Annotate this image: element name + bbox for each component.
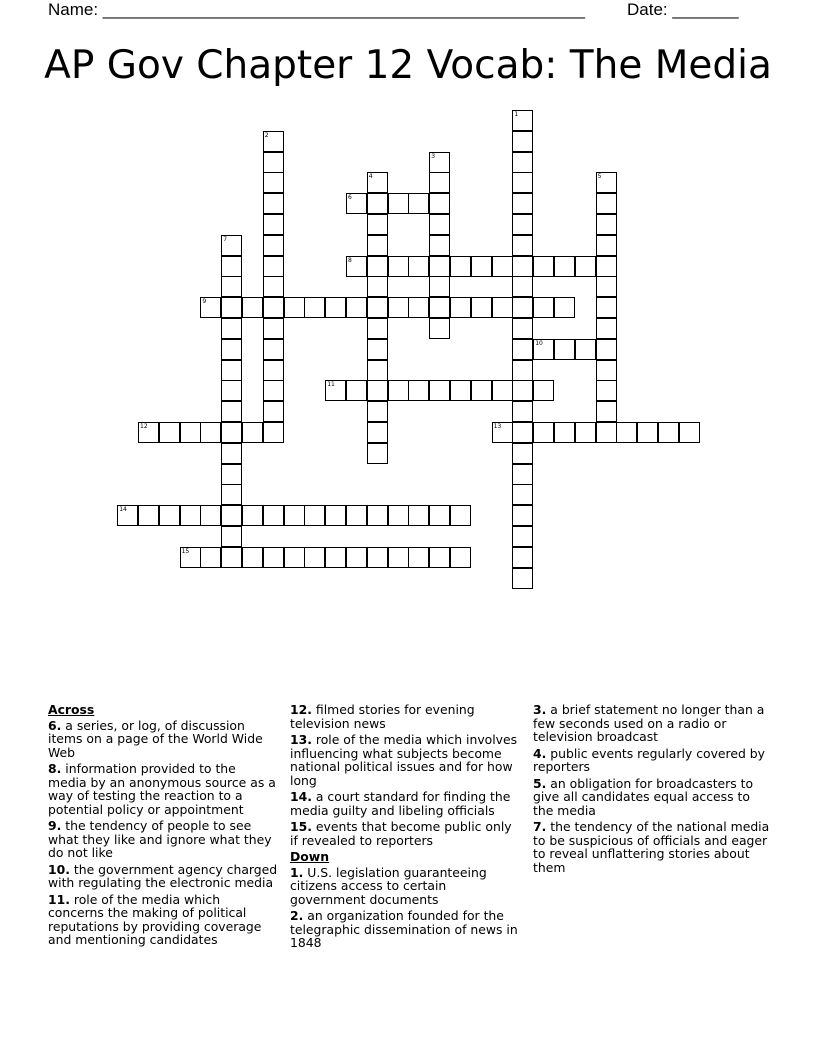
grid-cell[interactable] [388, 547, 409, 568]
clue-text: public events regularly covered by reporters [533, 745, 765, 774]
grid-cell[interactable] [221, 276, 242, 297]
clue-number: 1 [514, 111, 519, 118]
clue [290, 733, 522, 787]
grid-cell[interactable] [367, 235, 388, 256]
grid-cell[interactable] [533, 256, 554, 277]
grid-cell[interactable] [221, 318, 242, 339]
grid-cell[interactable] [221, 464, 242, 485]
grid-cell[interactable] [512, 214, 533, 235]
grid-cell[interactable] [450, 547, 471, 568]
clue-text: a court standard for finding the media guilty and libeling officials [290, 789, 511, 818]
grid-cell[interactable] [263, 547, 284, 568]
grid-cell[interactable] [450, 297, 471, 318]
clue [290, 703, 522, 730]
clue-number-label: 14. [290, 789, 312, 804]
grid-cell[interactable] [596, 193, 617, 214]
grid-cell[interactable] [512, 484, 533, 505]
grid-cell[interactable] [429, 505, 450, 526]
clue-number: 13 [493, 423, 502, 430]
grid-cell[interactable] [367, 172, 388, 193]
grid-cell[interactable] [658, 422, 679, 443]
grid-cell[interactable] [596, 318, 617, 339]
grid-cell[interactable] [512, 110, 533, 131]
grid-cell[interactable] [492, 422, 513, 443]
grid-cell[interactable] [408, 297, 429, 318]
grid-cell[interactable] [346, 297, 367, 318]
grid-cell[interactable] [242, 505, 263, 526]
clue [290, 790, 522, 817]
grid-cell[interactable] [616, 422, 637, 443]
clue-text: role of the media which concerns the making of political reputations by providing coverage and mentioning candidates [48, 891, 262, 947]
grid-cell[interactable] [575, 256, 596, 277]
grid-cell[interactable] [200, 422, 221, 443]
grid-cell[interactable] [221, 484, 242, 505]
grid-cell[interactable] [429, 214, 450, 235]
grid-cell[interactable] [596, 172, 617, 193]
grid-cell[interactable] [367, 380, 388, 401]
section-heading: Down [290, 849, 330, 864]
grid-cell[interactable] [346, 547, 367, 568]
grid-cell[interactable] [304, 547, 325, 568]
grid-cell[interactable] [367, 443, 388, 464]
clue-number: 2 [264, 131, 269, 139]
grid-cell[interactable] [429, 152, 450, 173]
grid-cell[interactable] [596, 235, 617, 256]
grid-cell[interactable] [263, 401, 284, 422]
clue-number-label: 10. [48, 861, 70, 877]
grid-cell[interactable] [596, 380, 617, 401]
clue-number-label: 2. [290, 908, 304, 923]
grid-cell[interactable] [242, 547, 263, 568]
clue [48, 762, 278, 816]
clue-number-label: 4. [533, 745, 547, 761]
grid-cell[interactable] [263, 422, 284, 443]
clue-number-label: 9. [48, 818, 62, 833]
clue-text: a series, or log, of discussion items on a page of the World Wide Web [48, 717, 263, 760]
grid-cell[interactable] [575, 422, 596, 443]
grid-cell[interactable] [221, 547, 242, 568]
grid-cell[interactable] [408, 380, 429, 401]
grid-cell[interactable] [533, 339, 554, 360]
grid-cell[interactable] [596, 256, 617, 277]
grid-cell[interactable] [533, 297, 554, 318]
grid-cell[interactable] [117, 505, 138, 526]
grid-cell[interactable] [304, 297, 325, 318]
grid-cell[interactable] [596, 214, 617, 235]
grid-cell[interactable] [200, 547, 221, 568]
grid-cell[interactable] [367, 360, 388, 381]
grid-cell[interactable] [263, 152, 284, 173]
grid-cell[interactable] [512, 464, 533, 485]
clue-number: 9 [202, 298, 207, 306]
grid-cell[interactable] [679, 422, 700, 443]
clue [290, 909, 522, 950]
grid-cell[interactable] [596, 360, 617, 381]
grid-cell[interactable] [388, 380, 409, 401]
clue [533, 747, 773, 774]
grid-cell[interactable] [388, 297, 409, 318]
grid-cell[interactable] [180, 422, 201, 443]
grid-cell[interactable] [637, 422, 658, 443]
grid-cell[interactable] [263, 360, 284, 381]
grid-cell[interactable] [346, 505, 367, 526]
grid-cell[interactable] [492, 256, 513, 277]
clue-number: 5 [597, 173, 602, 181]
clue-number: 11 [327, 381, 335, 389]
grid-cell[interactable] [596, 422, 617, 443]
grid-cell[interactable] [200, 505, 221, 526]
grid-cell[interactable] [367, 505, 388, 526]
grid-cell[interactable] [429, 547, 450, 568]
grid-cell[interactable] [471, 297, 492, 318]
grid-cell[interactable] [512, 360, 533, 381]
section-heading: Across [48, 702, 95, 717]
grid-cell[interactable] [346, 256, 367, 277]
clue [290, 866, 522, 907]
grid-cell[interactable] [512, 256, 533, 277]
grid-cell[interactable] [367, 214, 388, 235]
grid-cell[interactable] [221, 380, 242, 401]
grid-cell[interactable] [325, 505, 346, 526]
grid-cell[interactable] [429, 235, 450, 256]
grid-cell[interactable] [408, 193, 429, 214]
grid-cell[interactable] [263, 256, 284, 277]
grid-cell[interactable] [200, 297, 221, 318]
grid-cell[interactable] [304, 505, 325, 526]
clue-text: an obligation for broadcasters to give all candidates equal access to the media [533, 775, 754, 818]
clue-text: role of the media which involves influencing what subjects become national political issues and for how long [290, 732, 518, 788]
grid-cell[interactable] [596, 339, 617, 360]
grid-cell[interactable] [263, 380, 284, 401]
grid-cell[interactable] [512, 297, 533, 318]
grid-cell[interactable] [159, 505, 180, 526]
grid-cell[interactable] [367, 318, 388, 339]
clues-column-2 [290, 703, 522, 953]
clue [48, 819, 278, 860]
grid-cell[interactable] [221, 256, 242, 277]
clue-number-label: 7. [533, 819, 547, 834]
grid-cell[interactable] [263, 505, 284, 526]
clue-text: a brief statement no longer than a few seconds used on a radio or television broadcast [533, 702, 765, 744]
grid-cell[interactable] [450, 256, 471, 277]
clue-text: the tendency of the national media to be suspicious of officials and eager to reveal unflattering stories about them [533, 819, 770, 875]
clues-column-3 [533, 703, 773, 877]
grid-cell[interactable] [408, 505, 429, 526]
grid-cell[interactable] [388, 505, 409, 526]
clue [533, 703, 773, 744]
grid-cell[interactable] [575, 339, 596, 360]
grid-cell[interactable] [346, 193, 367, 214]
grid-cell[interactable] [429, 318, 450, 339]
grid-cell[interactable] [533, 380, 554, 401]
clue-text: filmed stories for evening television news [290, 702, 475, 731]
clue-number-label: 8. [48, 761, 62, 776]
grid-cell[interactable] [429, 276, 450, 297]
grid-cell[interactable] [180, 547, 201, 568]
grid-cell[interactable] [471, 256, 492, 277]
grid-cell[interactable] [263, 235, 284, 256]
clue [48, 863, 278, 890]
clue-number-label: 13. [290, 732, 312, 747]
grid-cell[interactable] [512, 235, 533, 256]
grid-cell[interactable] [263, 214, 284, 235]
grid-cell[interactable] [263, 339, 284, 360]
grid-cell[interactable] [221, 422, 242, 443]
grid-cell[interactable] [512, 380, 533, 401]
grid-cell[interactable] [221, 526, 242, 547]
grid-cell[interactable] [367, 297, 388, 318]
grid-cell[interactable] [367, 256, 388, 277]
grid-cell[interactable] [284, 547, 305, 568]
grid-cell[interactable] [471, 380, 492, 401]
clue-number: 8 [348, 256, 352, 264]
grid-cell[interactable] [512, 172, 533, 193]
grid-cell[interactable] [512, 568, 533, 589]
grid-cell[interactable] [367, 339, 388, 360]
clue-text: the tendency of people to see what they like and ignore what they do not like [48, 818, 272, 860]
date-line: Date: _______ [627, 0, 739, 19]
grid-cell[interactable] [512, 547, 533, 568]
grid-cell[interactable] [596, 297, 617, 318]
grid-cell[interactable] [180, 505, 201, 526]
grid-cell[interactable] [388, 193, 409, 214]
grid-cell[interactable] [429, 380, 450, 401]
grid-cell[interactable] [512, 193, 533, 214]
grid-cell[interactable] [367, 401, 388, 422]
clue-number-label: 5. [533, 775, 547, 791]
grid-cell[interactable] [221, 235, 242, 256]
grid-cell[interactable] [429, 193, 450, 214]
grid-cell[interactable] [512, 443, 533, 464]
clue-number-label: 3. [533, 702, 547, 717]
grid-cell[interactable] [512, 131, 533, 152]
clue-number: 3 [431, 152, 436, 160]
grid-cell[interactable] [492, 380, 513, 401]
clue [48, 719, 278, 760]
grid-cell[interactable] [388, 256, 409, 277]
grid-cell[interactable] [512, 339, 533, 360]
clue-number-label: 11. [48, 891, 70, 907]
grid-cell[interactable] [138, 505, 159, 526]
grid-cell[interactable] [512, 505, 533, 526]
clue-text: events that become public only if revealed to reporters [290, 819, 512, 848]
grid-cell[interactable] [263, 318, 284, 339]
grid-cell[interactable] [221, 505, 242, 526]
grid-cell[interactable] [284, 297, 305, 318]
clue-text: the government agency charged with regulating the electronic media [48, 861, 278, 890]
grid-cell[interactable] [138, 422, 159, 443]
grid-cell[interactable] [284, 505, 305, 526]
name-line: Name: ___________________________________________________ [48, 0, 585, 19]
grid-cell[interactable] [221, 339, 242, 360]
grid-cell[interactable] [367, 422, 388, 443]
grid-cell[interactable] [325, 547, 346, 568]
clue-number: 6 [348, 194, 352, 202]
grid-cell[interactable] [367, 276, 388, 297]
clue-text: U.S. legislation guaranteeing citizens access to certain government documents [290, 864, 487, 907]
clue-number-label: 15. [290, 819, 312, 834]
grid-cell[interactable] [512, 276, 533, 297]
clue-number: 15 [181, 547, 190, 555]
grid-cell[interactable] [346, 380, 367, 401]
clue-text: information provided to the media by an anonymous source as a way of testing the reaction to a potential policy or appointment [48, 761, 276, 817]
grid-cell[interactable] [159, 422, 180, 443]
grid-cell[interactable] [367, 547, 388, 568]
clue-number: 14 [119, 506, 127, 514]
grid-cell[interactable] [554, 422, 575, 443]
clue-number: 4 [368, 173, 373, 181]
grid-cell[interactable] [512, 526, 533, 547]
grid-cell[interactable] [554, 339, 575, 360]
clue-number-label: 1. [290, 864, 304, 880]
grid-cell[interactable] [221, 443, 242, 464]
grid-cell[interactable] [221, 401, 242, 422]
clue [533, 777, 773, 818]
grid-cell[interactable] [429, 256, 450, 277]
clue-number: 10 [535, 339, 543, 347]
grid-cell[interactable] [325, 380, 346, 401]
clues-column-1 [48, 703, 278, 950]
grid-cell[interactable] [221, 297, 242, 318]
grid-cell[interactable] [263, 193, 284, 214]
clue [533, 820, 773, 874]
grid-cell[interactable] [263, 276, 284, 297]
grid-cell[interactable] [554, 256, 575, 277]
grid-cell[interactable] [325, 297, 346, 318]
grid-cell[interactable] [367, 193, 388, 214]
grid-cell[interactable] [450, 380, 471, 401]
grid-cell[interactable] [408, 256, 429, 277]
grid-cell[interactable] [596, 276, 617, 297]
clue-number-label: 12. [290, 702, 312, 717]
clue [48, 893, 278, 947]
grid-cell[interactable] [408, 547, 429, 568]
clue-text: an organization founded for the telegraphic dissemination of news in 1848 [290, 908, 518, 950]
clue-number-label: 6. [48, 717, 62, 733]
grid-cell[interactable] [512, 318, 533, 339]
clue-number: 7 [223, 235, 228, 243]
grid-cell[interactable] [242, 297, 263, 318]
grid-cell[interactable] [263, 131, 284, 152]
clue [290, 820, 522, 847]
grid-cell[interactable] [429, 297, 450, 318]
grid-cell[interactable] [596, 401, 617, 422]
grid-cell[interactable] [450, 505, 471, 526]
grid-cell[interactable] [512, 152, 533, 173]
grid-cell[interactable] [221, 360, 242, 381]
grid-cell[interactable] [263, 172, 284, 193]
grid-cell[interactable] [554, 297, 575, 318]
grid-cell[interactable] [533, 422, 554, 443]
grid-cell[interactable] [429, 172, 450, 193]
grid-cell[interactable] [242, 422, 263, 443]
clue-number: 12 [140, 423, 148, 430]
grid-cell[interactable] [512, 401, 533, 422]
grid-cell[interactable] [512, 422, 533, 443]
grid-cell[interactable] [263, 297, 284, 318]
page-title: AP Gov Chapter 12 Vocab: The Media [44, 43, 772, 88]
grid-cell[interactable] [492, 297, 513, 318]
